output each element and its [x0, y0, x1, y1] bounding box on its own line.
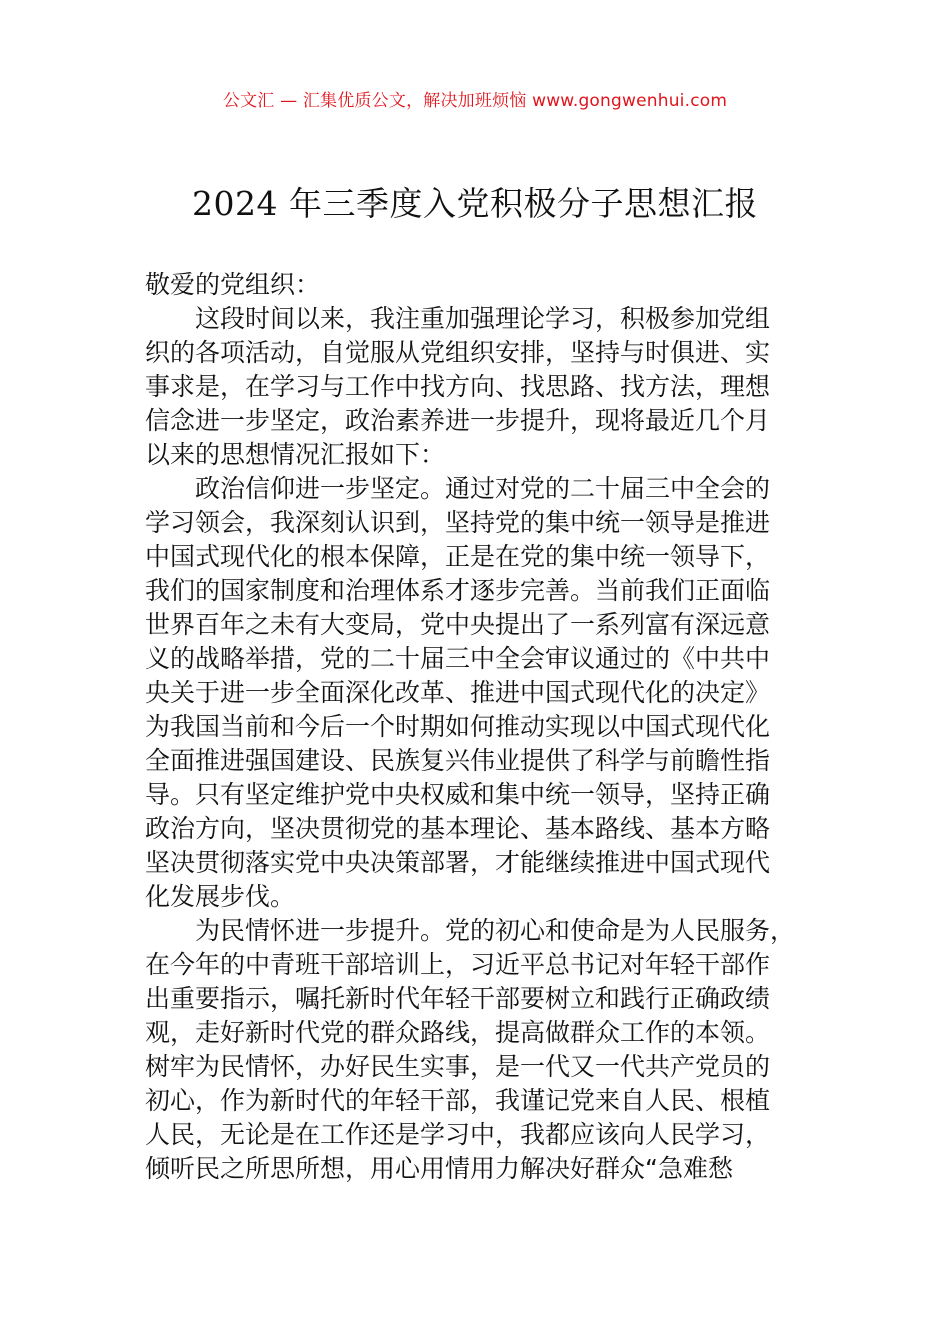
body-line: 织的各项活动，自觉服从党组织安排，坚持与时俱进、实: [145, 338, 771, 367]
body-line: 导。只有坚定维护党中央权威和集中统一领导，坚持正确: [145, 780, 771, 809]
body-line: 初心，作为新时代的年轻干部，我谨记党来自人民、根植: [145, 1086, 771, 1115]
body-line: 信念进一步坚定，政治素养进一步提升，现将最近几个月: [145, 406, 771, 435]
body-line: 世界百年之未有大变局，党中央提出了一系列富有深远意: [145, 610, 771, 639]
body-line: 我们的国家制度和治理体系才逐步完善。当前我们正面临: [145, 576, 771, 605]
header-banner: 公文汇 — 汇集优质公文，解决加班烦恼 www.gongwenhui.com: [222, 91, 728, 111]
body-line: 出重要指示，嘱托新时代年轻干部要树立和践行正确政绩: [145, 984, 771, 1013]
body-line: 义的战略举措，党的二十届三中全会审议通过的《中共中: [145, 644, 771, 673]
body-line: 化发展步伐。: [145, 882, 296, 911]
body-line: 在今年的中青班干部培训上，习近平总书记对年轻干部作: [145, 950, 771, 979]
body-line: 人民，无论是在工作还是学习中，我都应该向人民学习，: [145, 1120, 771, 1149]
document-title: 2024 年三季度入党积极分子思想汇报: [192, 184, 758, 223]
salutation: 敬爱的党组织：: [145, 270, 321, 299]
body-line: 这段时间以来，我注重加强理论学习，积极参加党组: [195, 304, 771, 333]
body-line: 学习领会，我深刻认识到，坚持党的集中统一领导是推进: [145, 508, 771, 537]
body-line: 中国式现代化的根本保障，正是在党的集中统一领导下，: [145, 542, 771, 571]
body-line: 坚决贯彻落实党中央决策部署，才能继续推进中国式现代: [145, 848, 771, 877]
body-line: 全面推进强国建设、民族复兴伟业提供了科学与前瞻性指: [145, 746, 771, 775]
body-line: 为我国当前和今后一个时期如何推动实现以中国式现代化: [145, 712, 771, 741]
body-line: 政治信仰进一步坚定。通过对党的二十届三中全会的: [195, 474, 771, 503]
body-line: 以来的思想情况汇报如下：: [145, 440, 446, 469]
body-line: 事求是，在学习与工作中找方向、找思路、找方法，理想: [145, 372, 771, 401]
document-body: [145, 268, 815, 1186]
body-line: 树牢为民情怀，办好民生实事，是一代又一代共产党员的: [145, 1052, 771, 1081]
body-line: 为民情怀进一步提升。党的初心和使命是为人民服务，: [195, 916, 796, 945]
body-line: 央关于进一步全面深化改革、推进中国式现代化的决定》: [145, 678, 771, 707]
body-line: 观，走好新时代党的群众路线，提高做群众工作的本领。: [145, 1018, 771, 1047]
body-line: 倾听民之所思所想，用心用情用力解决好群众“急难愁: [145, 1154, 733, 1183]
body-line: 政治方向，坚决贯彻党的基本理论、基本路线、基本方略: [145, 814, 771, 843]
